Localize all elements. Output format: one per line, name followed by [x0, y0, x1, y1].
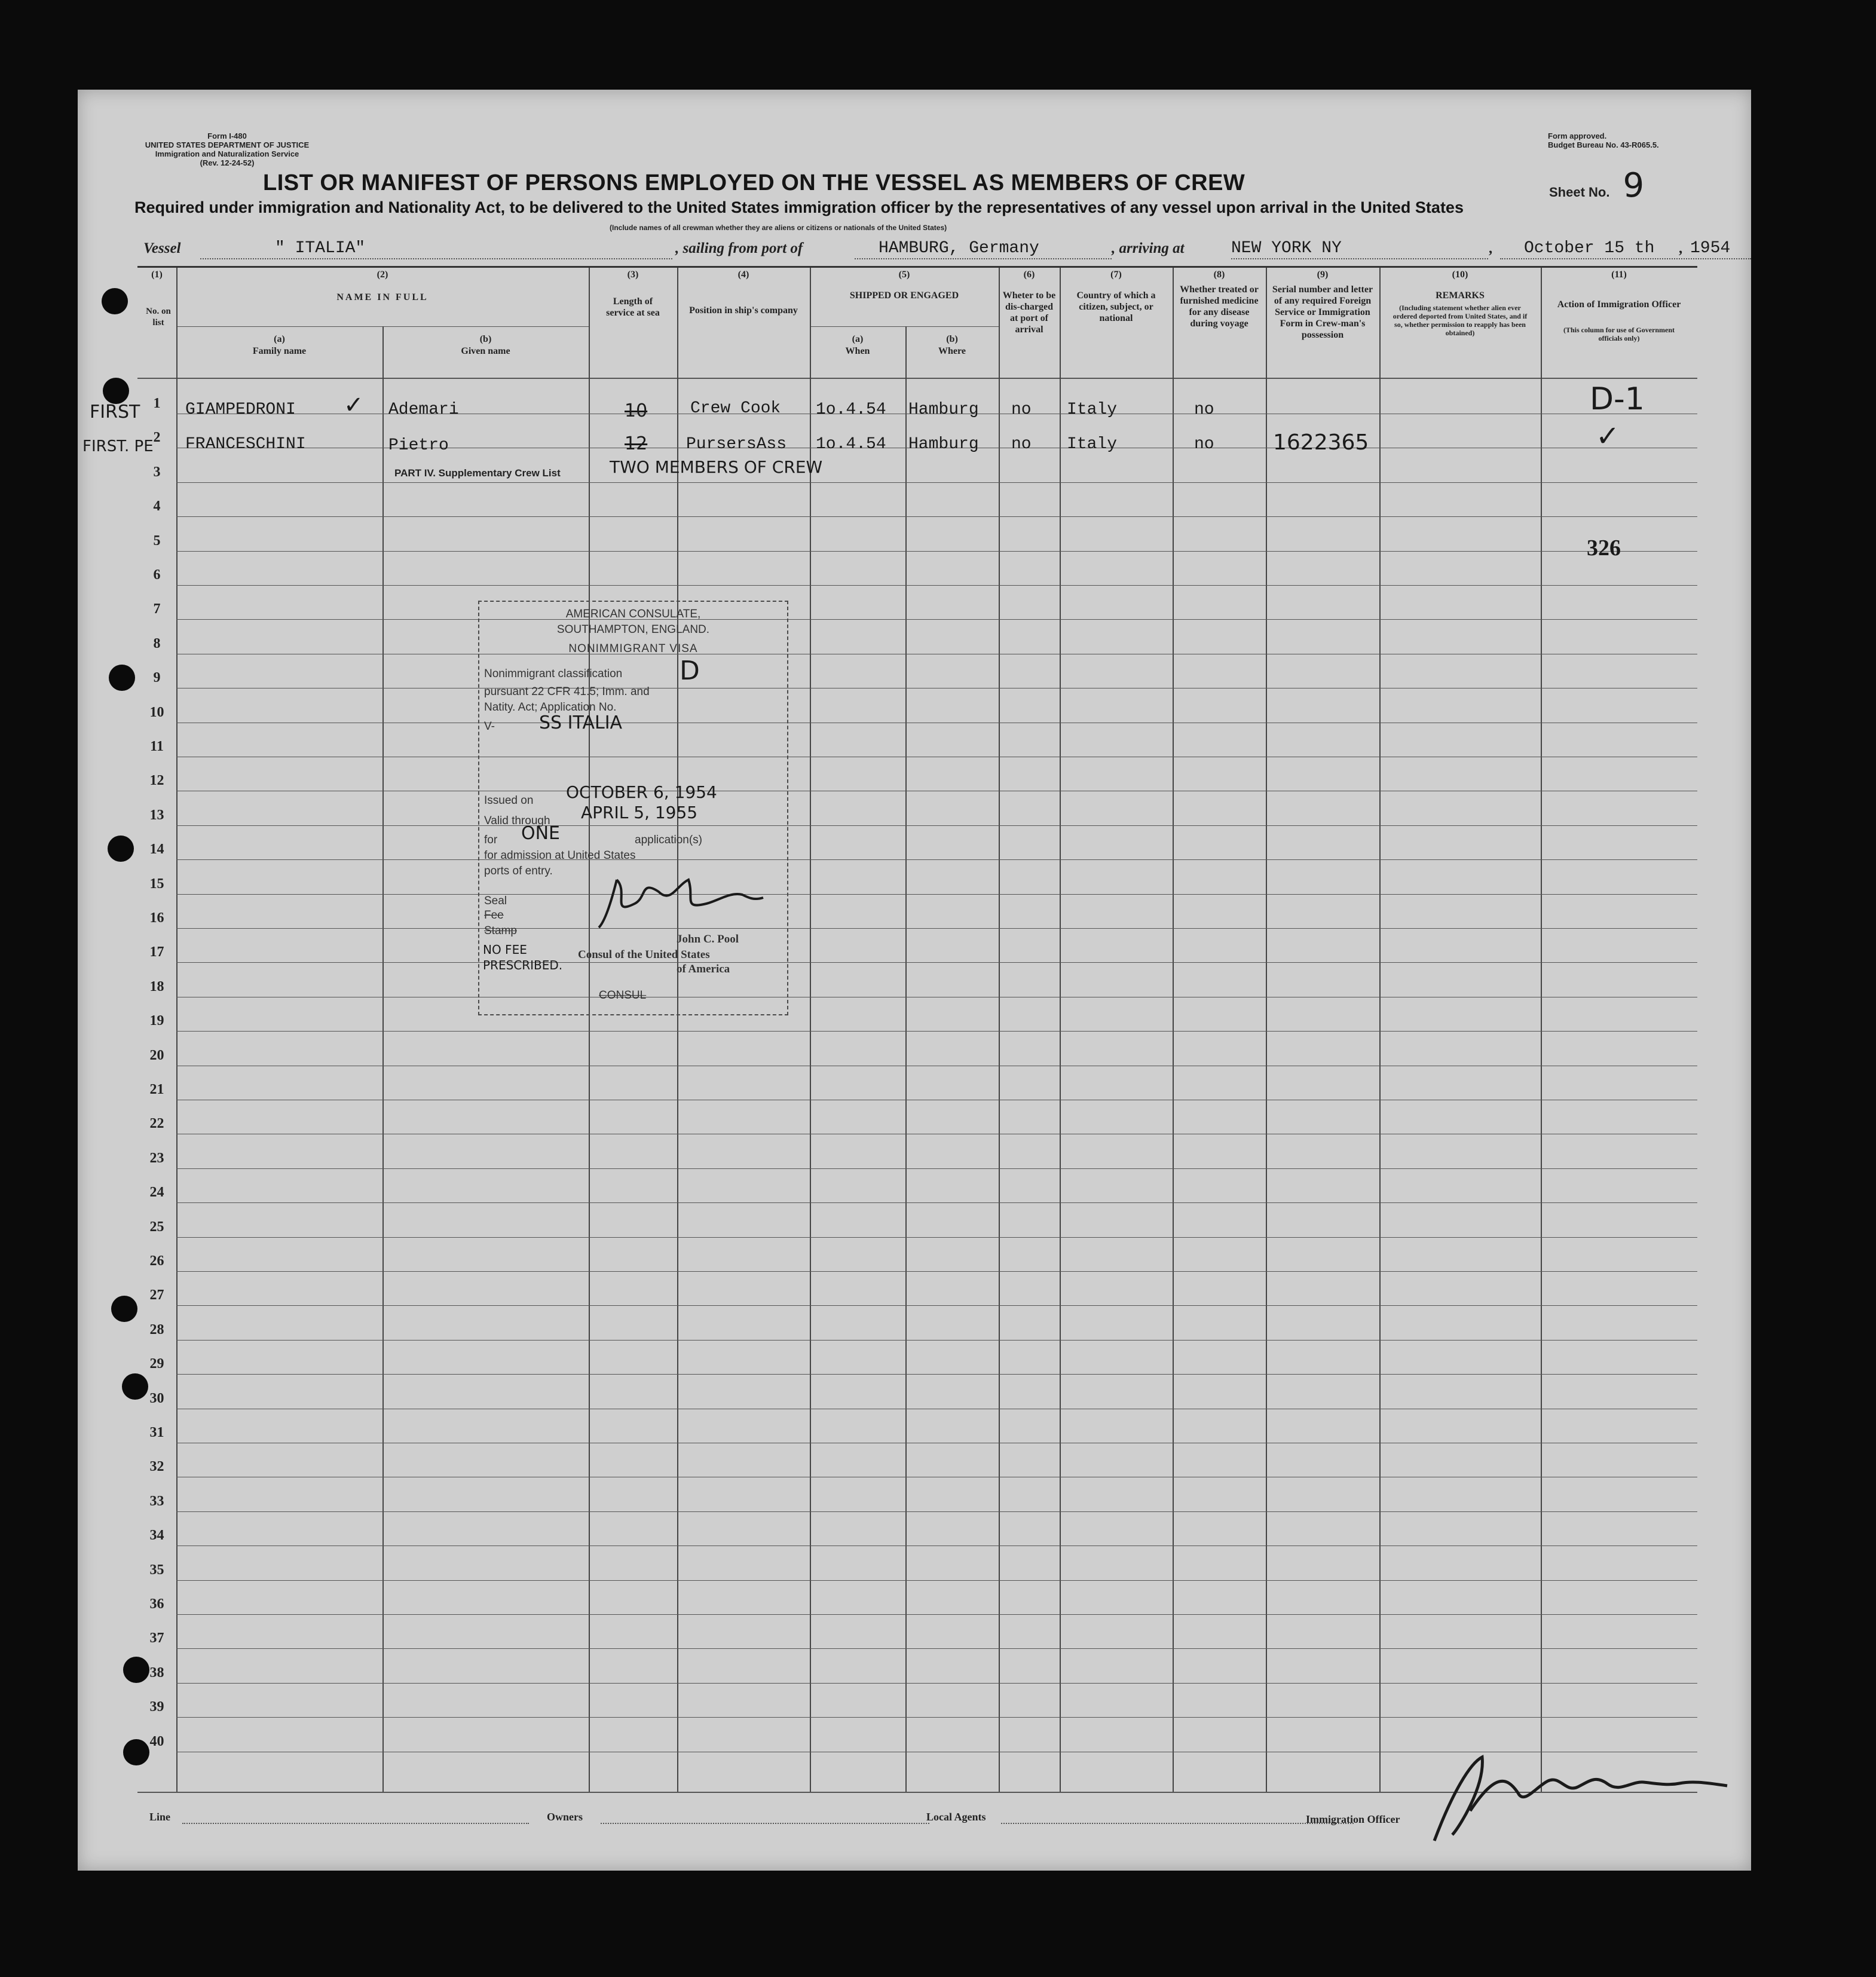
row-number: 21: [149, 1082, 164, 1097]
col-5-header: SHIPPED OR ENGAGED: [849, 290, 959, 301]
row-rule: [176, 1683, 1697, 1684]
form-approved: Form approved.: [1548, 131, 1607, 140]
row-number: 30: [149, 1391, 164, 1406]
row-number: 10: [149, 705, 164, 720]
row-rule: [176, 928, 1697, 929]
action-number: 326: [1587, 535, 1621, 561]
col-2a-num: (a): [274, 334, 285, 344]
row-number: 36: [149, 1596, 164, 1612]
stamp-america: of America: [677, 963, 730, 975]
row-rule: [176, 585, 1697, 586]
row-rule: [176, 482, 1697, 483]
margin-note-row-2: FIRST. PE: [82, 437, 154, 455]
col-2b-num: (b): [479, 334, 492, 344]
row-2-where: Hamburg: [908, 435, 979, 454]
binder-hole: [103, 378, 129, 404]
stamp-consulate: AMERICAN CONSULATE,: [565, 608, 701, 620]
visa-stamp: [478, 601, 788, 1015]
stamp-for-label: for: [484, 834, 498, 846]
row-rule: [176, 1580, 1697, 1581]
row-number: 29: [149, 1356, 164, 1372]
row-number: 11: [150, 739, 164, 754]
row-number: 1: [153, 396, 161, 411]
officer-signature: [1416, 1739, 1751, 1859]
row-number: 27: [149, 1287, 164, 1303]
row-rule: [176, 1305, 1697, 1306]
stamp-valid-label: Valid through: [484, 815, 550, 827]
row-number: 5: [153, 533, 161, 549]
row-2-discharged: no: [1011, 435, 1032, 454]
row-rule: [176, 619, 1697, 620]
row-number: 31: [149, 1425, 164, 1440]
crew-note: (Include names of all crewman whether they are aliens or citizens or nationals of the United States): [610, 224, 947, 232]
row-number: 26: [149, 1253, 164, 1269]
stamp-valid: APRIL 5, 1955: [581, 803, 698, 822]
stamp-applications: application(s): [635, 834, 702, 846]
stamp-seal: Seal: [484, 895, 507, 907]
approval-block: [1548, 131, 1659, 149]
arrival-date: October 15 th: [1524, 239, 1655, 258]
stamp-vessel: SS ITALIA: [539, 712, 623, 733]
budget-bureau: Budget Bureau No. 43-R065.5.: [1548, 140, 1659, 149]
col-11-note: (This column for use of Government officials only): [1563, 326, 1675, 342]
row-number: 22: [149, 1116, 164, 1131]
check-icon: ✓: [344, 391, 364, 419]
footer-owners-label: Owners: [547, 1811, 583, 1823]
stamp-stamp: Stamp: [484, 925, 517, 937]
row-2-position: PursersAss: [686, 435, 787, 454]
vessel-name: " ITALIA": [275, 239, 366, 258]
col-2a-header: Family name: [252, 346, 307, 356]
sailing-port: HAMBURG, Germany: [879, 239, 1039, 258]
row-rule: [176, 1271, 1697, 1272]
col-10-note: (Including statement whether alien ever ordered deported from United States, and if so, whether permission to reapply has been obtained): [1393, 304, 1528, 337]
row-2-action: ✓: [1596, 420, 1620, 453]
stamp-fee: Fee: [484, 909, 504, 922]
page-title: LIST OR MANIFEST OF PERSONS EMPLOYED ON THE VESSEL AS MEMBERS OF CREW: [263, 170, 1245, 195]
stamp-admission: for admission at United States: [484, 849, 636, 862]
row-rule: [176, 1340, 1697, 1341]
col-5-num: (5): [898, 270, 910, 280]
row-number: 2: [153, 430, 161, 445]
binder-hole: [108, 836, 134, 862]
binder-hole: [109, 665, 135, 691]
col-10-num: (10): [1452, 270, 1468, 280]
row-1-given: Ademari: [388, 400, 459, 419]
col-7-header: Country of which a citizen, subject, or national: [1076, 290, 1156, 323]
row-rule: [176, 1168, 1697, 1169]
col-3-num: (3): [627, 270, 639, 280]
row-number: 28: [149, 1322, 164, 1338]
vessel-label: Vessel: [143, 240, 181, 256]
row-1-medicine: no: [1194, 400, 1214, 419]
row-rule: [176, 859, 1697, 860]
row-2-serial: 1622365: [1273, 430, 1369, 455]
row-1-when: 1o.4.54: [816, 400, 886, 419]
binder-hole: [111, 1296, 137, 1322]
row-number: 39: [149, 1699, 164, 1715]
row-rule: [176, 1237, 1697, 1238]
col-4-num: (4): [737, 270, 749, 280]
row-1-discharged: no: [1011, 400, 1032, 419]
margin-note-row-1: FIRST: [90, 402, 140, 423]
col-5a-header: When: [845, 346, 870, 356]
revision: (Rev. 12-24-52): [200, 158, 255, 167]
row-number: 3: [153, 464, 161, 480]
row-1-action: D-1: [1590, 381, 1645, 417]
row-1-country: Italy: [1067, 400, 1118, 419]
row-number: 17: [149, 944, 164, 960]
comma: ,: [1679, 240, 1684, 256]
col-2b-header: Given name: [461, 346, 510, 356]
row-2-given: Pietro: [388, 436, 449, 455]
row-rule: [176, 1374, 1697, 1375]
stamp-visa-type: NONIMMIGRANT VISA: [568, 642, 698, 655]
row-number: 20: [149, 1048, 164, 1063]
col-2-header: NAME IN FULL: [336, 292, 429, 302]
row-number: 7: [153, 601, 161, 617]
col-5a-num: (a): [852, 334, 864, 344]
row-2-medicine: no: [1194, 435, 1214, 454]
row-number: 24: [149, 1185, 164, 1200]
row-rule: [176, 825, 1697, 826]
col-2-num: (2): [377, 270, 388, 280]
row-number: 8: [153, 636, 161, 651]
col-5b-header: Where: [938, 346, 966, 356]
stamp-for-value: ONE: [521, 823, 561, 844]
row-number: 32: [149, 1459, 164, 1474]
sheet-value: 9: [1623, 166, 1645, 205]
supplementary-label: PART IV. Supplementary Crew List: [394, 467, 561, 479]
form-number: Form I-480: [207, 131, 247, 140]
stamp-v: V-: [484, 720, 495, 733]
col-8-num: (8): [1213, 270, 1225, 280]
row-number: 9: [153, 670, 161, 685]
row-number: 4: [153, 498, 161, 514]
row-number: 14: [149, 841, 164, 857]
stamp-classification: D: [680, 656, 700, 686]
row-rule: [176, 1031, 1697, 1032]
row-1-position: Crew Cook: [690, 399, 781, 418]
stamp-issued: OCTOBER 6, 1954: [566, 782, 717, 802]
row-rule: [176, 1717, 1697, 1718]
stamp-application: Natity. Act; Application No.: [484, 701, 617, 714]
stamp-consul-name: John C. Pool: [677, 933, 739, 945]
row-number: 18: [149, 979, 164, 994]
footer-officer-label: Immigration Officer: [1306, 1813, 1400, 1825]
row-rule: [176, 516, 1697, 517]
row-number: 40: [149, 1734, 164, 1749]
binder-hole: [102, 288, 128, 314]
col-3-header: Length of service at sea: [606, 296, 660, 318]
row-1-family: GIAMPEDRONI: [185, 400, 296, 419]
stamp-ports: ports of entry.: [484, 865, 553, 877]
row-rule: [176, 1202, 1697, 1203]
col-7-num: (7): [1110, 270, 1122, 280]
row-number: 35: [149, 1562, 164, 1578]
arrival-port: NEW YORK NY: [1231, 239, 1342, 258]
col-5b-num: (b): [946, 334, 958, 344]
department: UNITED STATES DEPARTMENT OF JUSTICE: [145, 140, 310, 149]
row-2-family: FRANCESCHINI: [185, 435, 306, 454]
service: Immigration and Naturalization Service: [155, 149, 299, 158]
stamp-city: SOUTHAMPTON, ENGLAND.: [556, 623, 710, 636]
arriving-label: , arriving at: [1112, 240, 1185, 256]
row-number: 23: [149, 1150, 164, 1166]
arrival-year: 1954: [1690, 239, 1731, 258]
row-number: 34: [149, 1528, 164, 1543]
row-number: 37: [149, 1630, 164, 1646]
row-number: 15: [149, 876, 164, 892]
row-rule: [176, 1614, 1697, 1615]
row-number: 16: [149, 910, 164, 926]
stamp-classification-label: Nonimmigrant classification: [484, 668, 623, 680]
row-number: 13: [149, 807, 164, 823]
stamp-prescribed: PRESCRIBED.: [483, 958, 563, 972]
col-9-header: Serial number and letter of any required Foreign Service or Immigration Form in Crew-man's possession: [1272, 284, 1373, 340]
row-rule: [176, 1511, 1697, 1512]
row-1-where: Hamburg: [908, 400, 979, 419]
col-8-header: Whether treated or furnished medicine for any disease during voyage: [1180, 284, 1259, 329]
supplementary-note: TWO MEMBERS OF CREW: [610, 457, 823, 477]
row-rule: [176, 962, 1697, 963]
stamp-consul-of: Consul of the United States: [578, 948, 710, 961]
manifest-sheet: [78, 90, 1751, 1871]
stamp-issued-label: Issued on: [484, 794, 534, 807]
sheet-label: Sheet No.: [1549, 185, 1610, 200]
consul-signature: [593, 868, 772, 939]
sailing-label: , sailing from port of: [675, 240, 803, 256]
footer-line-label: Line: [149, 1811, 171, 1823]
footer-agents-label: Local Agents: [926, 1811, 986, 1823]
row-2-service: 12: [625, 433, 648, 454]
col-4-header: Position in ship's company: [689, 305, 798, 316]
row-number: 19: [149, 1013, 164, 1029]
row-number: 33: [149, 1494, 164, 1509]
row-number: 25: [149, 1219, 164, 1235]
row-rule: [176, 1648, 1697, 1649]
row-2-when: 1o.4.54: [816, 435, 886, 454]
comma: ,: [1489, 240, 1494, 256]
col-11-header: Action of Immigration Officer: [1557, 299, 1681, 310]
col-6-header: Wheter to be dis-charged at port of arrival: [1002, 290, 1056, 335]
stamp-no-fee: NO FEE: [483, 942, 527, 957]
col-10-header: REMARKS: [1436, 290, 1485, 301]
row-number: 6: [153, 567, 161, 583]
col-1-header: No. on list: [146, 307, 171, 328]
row-2-country: Italy: [1067, 435, 1118, 454]
row-number: 38: [149, 1665, 164, 1681]
stamp-consul: CONSUL: [599, 989, 647, 1002]
page-subtitle: Required under immigration and Nationality Act, to be delivered to the United States immigration officer by the representatives of any vessel upon arrival in the United States: [134, 198, 1464, 216]
stamp-cfr: pursuant 22 CFR 41.5; Imm. and: [484, 685, 650, 698]
row-rule: [176, 551, 1697, 552]
col-6-num: (6): [1023, 270, 1035, 280]
row-number: 12: [149, 773, 164, 788]
row-1-service: 10: [625, 400, 648, 421]
col-11-num: (11): [1611, 270, 1627, 280]
row-rule: [176, 894, 1697, 895]
col-1-num: (1): [151, 270, 163, 280]
form-id-block: [137, 131, 317, 167]
col-9-num: (9): [1317, 270, 1329, 280]
